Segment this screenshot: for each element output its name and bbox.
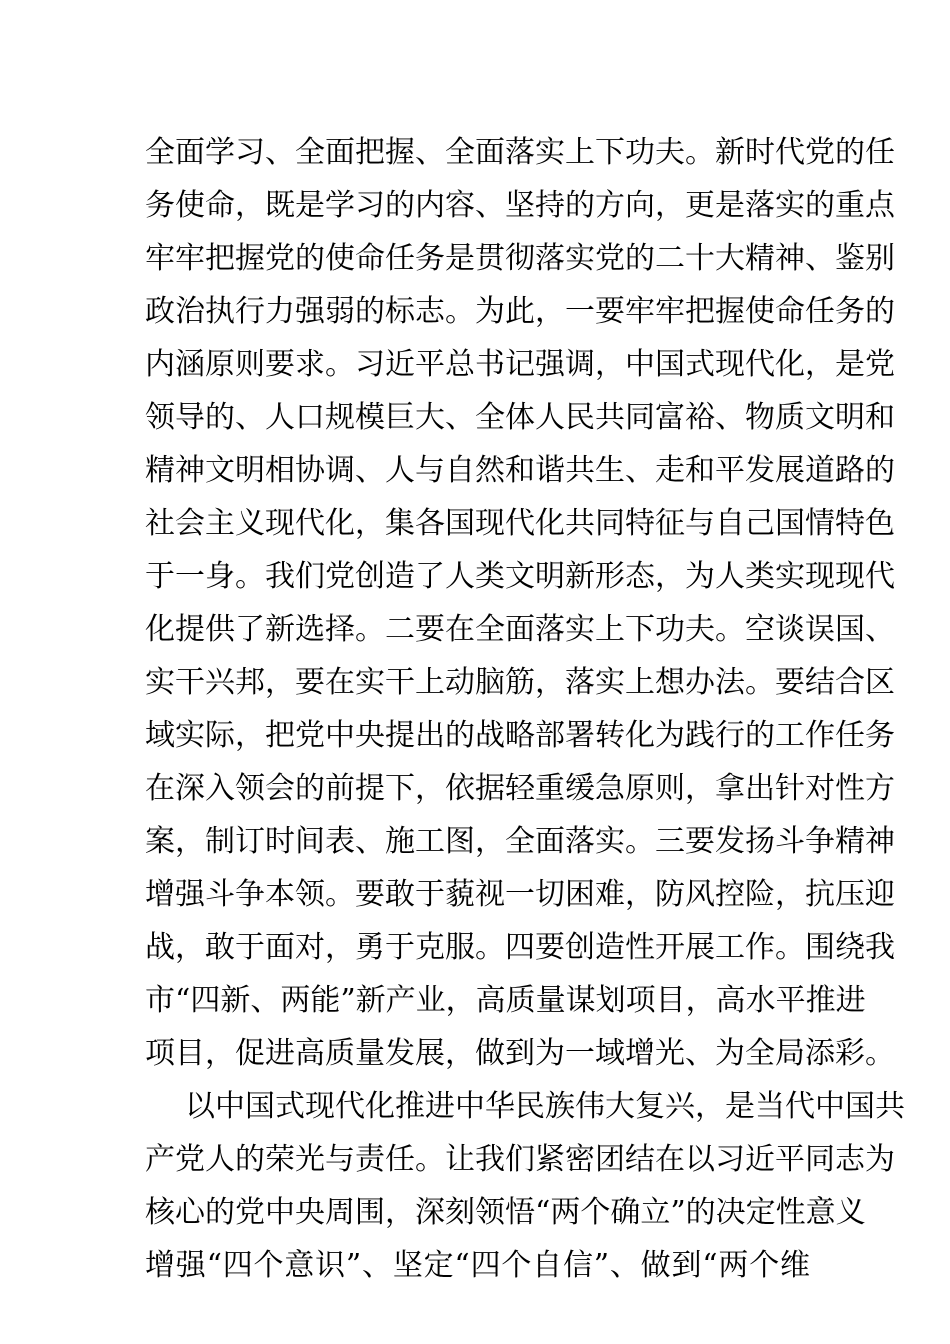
- text-line: 以中国式现代化推进中华民族伟大复兴，是当代中国共: [185, 1089, 905, 1124]
- text-line: 市“四新、两能”新产业，高质量谋划项目，高水平推进: [145, 983, 866, 1018]
- text-line: 产党人的荣光与责任。让我们紧密团结在以习近平同志为: [145, 1142, 895, 1177]
- text-line: 项目，促进高质量发展，做到为一域增光、为全局添彩。: [145, 1036, 895, 1071]
- text-line: 核心的党中央周围，深刻领悟“两个确立”的决定性意义: [145, 1195, 866, 1230]
- body-text: [145, 126, 905, 1292]
- text-line: 化提供了新选择。二要在全面落实上下功夫。空谈误国、: [145, 612, 895, 647]
- text-line: 社会主义现代化，集各国现代化共同特征与自己国情特色: [145, 506, 895, 541]
- text-line: 增强“四个意识”、坚定“四个自信”、做到“两个维: [145, 1248, 810, 1283]
- text-line: 领导的、人口规模巨大、全体人民共同富裕、物质文明和: [145, 400, 895, 435]
- text-line: 内涵原则要求。习近平总书记强调，中国式现代化，是党: [145, 347, 895, 382]
- text-line: 增强斗争本领。要敢于藐视一切困难，防风控险，抗压迎: [145, 877, 895, 912]
- paragraph-1: [145, 126, 895, 1080]
- paragraph-2: [145, 1080, 905, 1292]
- text-line: 在深入领会的前提下，依据轻重缓急原则，拿出针对性方: [145, 771, 895, 806]
- text-line: 战，敢于面对，勇于克服。四要创造性开展工作。围绕我: [145, 930, 895, 965]
- text-line: 牢牢把握党的使命任务是贯彻落实党的二十大精神、鉴别: [145, 241, 895, 276]
- text-line: 于一身。我们党创造了人类文明新形态，为人类实现现代: [145, 559, 895, 594]
- text-line: 精神文明相协调、人与自然和谐共生、走和平发展道路的: [145, 453, 895, 488]
- text-line: 务使命，既是学习的内容、坚持的方向，更是落实的重点: [145, 188, 895, 223]
- text-line: 政治执行力强弱的标志。为此，一要牢牢把握使命任务的: [145, 294, 895, 329]
- text-line: 案，制订时间表、施工图，全面落实。三要发扬斗争精神: [145, 824, 895, 859]
- text-line: 全面学习、全面把握、全面落实上下功夫。新时代党的任: [145, 135, 895, 170]
- text-line: 域实际，把党中央提出的战略部署转化为践行的工作任务: [145, 718, 895, 753]
- text-line: 实干兴邦，要在实干上动脑筋，落实上想办法。要结合区: [145, 665, 895, 700]
